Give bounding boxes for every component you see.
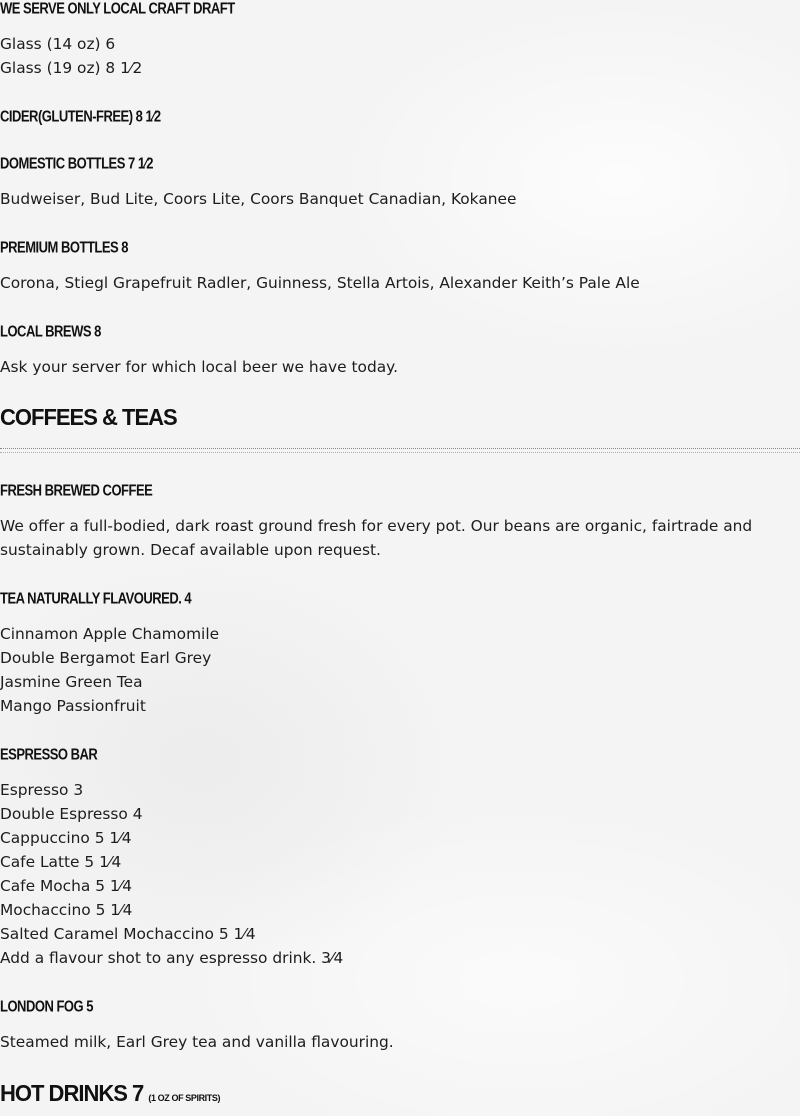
list-item: Add a flavour shot to any espresso drink. 3⁄4 (0, 949, 344, 967)
hot-drinks-title-text: HOT DRINKS 7 (0, 1080, 144, 1107)
list-item: Double Espresso 4 (0, 805, 143, 823)
local-heading: LOCAL BREWS 8 (0, 322, 101, 340)
espresso-list (0, 778, 343, 970)
list-item: Mochaccino 5 1⁄4 (0, 901, 133, 919)
fresh-coffee-text: We offer a full-bodied, dark roast ground fresh for every pot. Our beans are organic, fairtrade and sustainably grown. Decaf available upon request. (0, 517, 753, 559)
london-fog-heading: LONDON FOG 5 (0, 997, 93, 1015)
list-item: Salted Caramel Mochaccino 5 1⁄4 (0, 925, 256, 943)
section-divider (0, 452, 800, 453)
list-item: Glass (19 oz) 8 1⁄2 (0, 59, 143, 77)
draft-list (0, 32, 142, 80)
list-item: Double Bergamot Earl Grey (0, 649, 212, 667)
list-item: Mango Passionfruit (0, 697, 146, 715)
section-divider (0, 448, 800, 449)
coffees-title: COFFEES & TEAS (0, 404, 177, 431)
hot-drinks-title (0, 1080, 220, 1112)
london-fog-text: Steamed milk, Earl Grey tea and vanilla flavouring. (0, 1033, 394, 1051)
premium-heading: PREMIUM BOTTLES 8 (0, 238, 129, 256)
list-item: Cinnamon Apple Chamomile (0, 625, 220, 643)
list-item: Jasmine Green Tea (0, 673, 143, 691)
list-item: Cafe Latte 5 1⁄4 (0, 853, 122, 871)
fresh-coffee-heading: FRESH BREWED COFFEE (0, 481, 153, 499)
tea-list (0, 622, 219, 718)
premium-text: Corona, Stiegl Grapefruit Radler, Guinness, Stella Artois, Alexander Keith’s Pale Ale (0, 274, 640, 292)
draft-heading: WE SERVE ONLY LOCAL CRAFT DRAFT (0, 0, 235, 17)
list-item: Glass (14 oz) 6 (0, 35, 116, 53)
domestic-heading: DOMESTIC BOTTLES 7 1⁄2 (0, 154, 153, 172)
local-text: Ask your server for which local beer we have today. (0, 358, 398, 376)
cider-heading: CIDER(GLUTEN-FREE) 8 1⁄2 (0, 107, 161, 125)
list-item: Espresso 3 (0, 781, 84, 799)
hot-drinks-note: (1 OZ OF SPIRITS) (148, 1092, 221, 1104)
domestic-text: Budweiser, Bud Lite, Coors Lite, Coors Banquet Canadian, Kokanee (0, 190, 517, 208)
list-item: Cafe Mocha 5 1⁄4 (0, 877, 133, 895)
tea-heading: TEA NATURALLY FLAVOURED. 4 (0, 589, 192, 607)
espresso-heading: ESPRESSO BAR (0, 745, 98, 763)
list-item: Cappuccino 5 1⁄4 (0, 829, 132, 847)
